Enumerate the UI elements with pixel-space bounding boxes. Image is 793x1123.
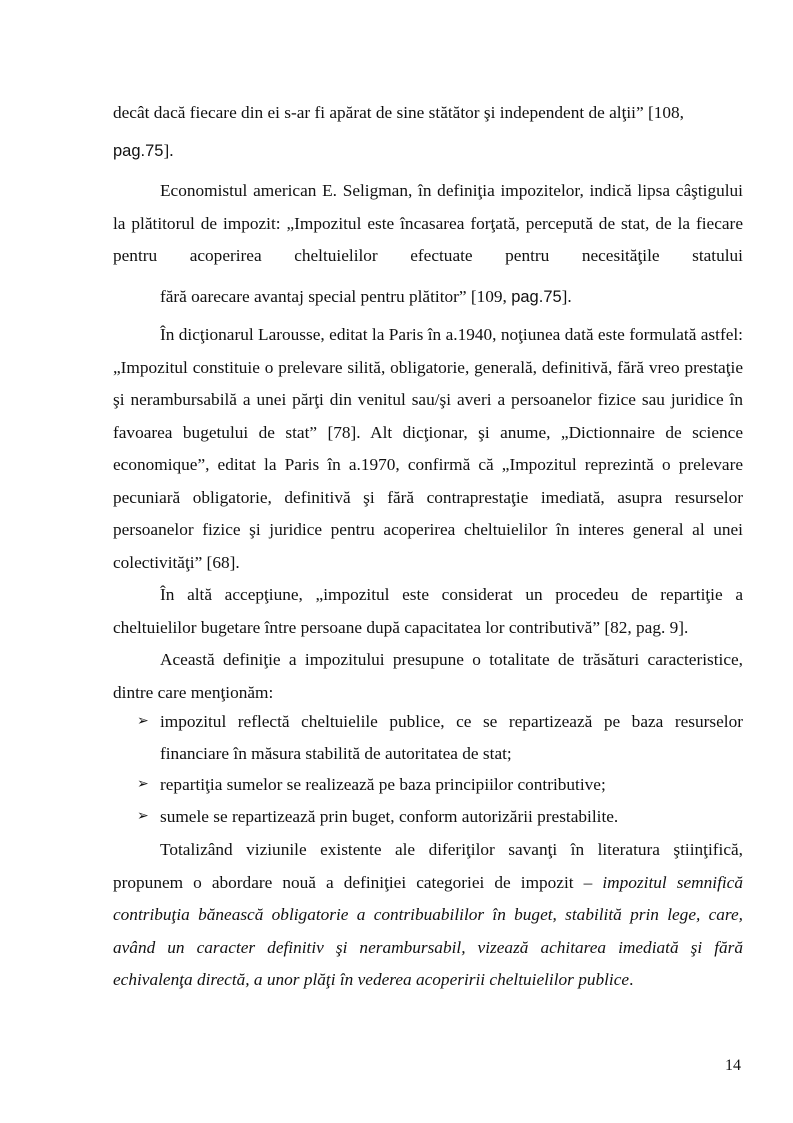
paragraph-definitie: Această definiţie a impozitului presupune o totalitate de trăsături caracteristice, dintre care menţionăm: — [113, 650, 743, 702]
p1-tail: ]. — [163, 141, 174, 160]
p2-last: fără oarecare avantaj special pentru plătitor” [109, — [160, 286, 512, 306]
p1-ref: pag.75 — [113, 142, 164, 160]
list-item — [137, 769, 743, 801]
characteristics-list — [137, 706, 743, 832]
p2-tail: ]. — [561, 286, 572, 306]
p2-ref: pag.75 — [511, 287, 562, 306]
paragraph-conclusion — [113, 834, 743, 997]
list-item-text: impozitul reflectă cheltuielile publice, ce se repartizează pe baza resurselor financiare în măsura stabilită de autoritatea de stat; — [160, 712, 743, 763]
page-number: 14 — [725, 1057, 741, 1074]
arrow-bullet-icon: ➢ — [137, 776, 149, 792]
p2-last-line — [113, 281, 572, 314]
paragraph-1 — [113, 94, 743, 170]
p2-text: Economistul american E. Seligman, în definiţia impozitelor, indică lipsa câştigului la plătitorul de impozit: „Impozitul este încasarea forţată, percepută de stat, de la fiecare pentru acoperirea cheltuielilor efectuate pentru necesităţile statului — [113, 181, 743, 265]
p6-definition-italic: impozitul semnifică contribuţia bănească obligatorie a contribuabililor în buget, stabilită prin lege, care, având un caracter definitiv şi nerambursabil, vizează achitarea imediată şi fără echivalenţa directă, a unor plăţi în vederea acoperirii cheltuielilor publice — [113, 872, 743, 989]
p1-text: decât dacă fiecare din ei s-ar fi apărat de sine stătător şi independent de alţii” [108, — [113, 103, 684, 122]
p6-tail: . — [629, 970, 634, 989]
paragraph-acceptiune: În altă accepţiune, „impozitul este considerat un procedeu de repartiţie a cheltuielilor bugetare între persoane după capacitatea lor contributivă” [82, pag. 9]. — [113, 585, 743, 637]
p6-text: Totalizând viziunile existente ale diferiţilor savanţi în literatura ştiinţifică, propunem o abordare nouă a definiţiei categoriei de impozit – — [113, 840, 743, 892]
list-item — [137, 706, 743, 769]
list-item-text: sumele se repartizează prin buget, conform autorizării prestabilite. — [160, 806, 619, 826]
paragraph-larousse: În dicţionarul Larousse, editat la Paris în a.1940, noţiunea dată este formulată astfel: „Impozitul constituie o prelevare silită, obligatorie, generală, definitivă, fără vreo prestaţie şi nerambursabilă a unei părţi din venitul sau/şi averi a persoanelor fizice sau juridice în favoarea bugetului de stat” [78]. Alt dicţionar, şi anume, „Dictionnaire de science economique”, editat la Paris în a.1970, confirmă că „Impozitul reprezintă o prelevare pecuniară obligatorie, definitivă şi fără contraprestaţie imediată, asupra resurselor persoanelor fizice şi juridice pentru acoperirea cheltuielilor în interes general al unei colectivităţi” [68]. — [113, 325, 743, 572]
arrow-bullet-icon: ➢ — [137, 807, 149, 824]
list-item — [137, 801, 743, 833]
arrow-bullet-icon: ➢ — [137, 713, 149, 729]
list-item-text: repartiţia sumelor se realizează pe baza principiilor contributive; — [160, 775, 606, 794]
paragraph-seligman — [113, 175, 743, 313]
